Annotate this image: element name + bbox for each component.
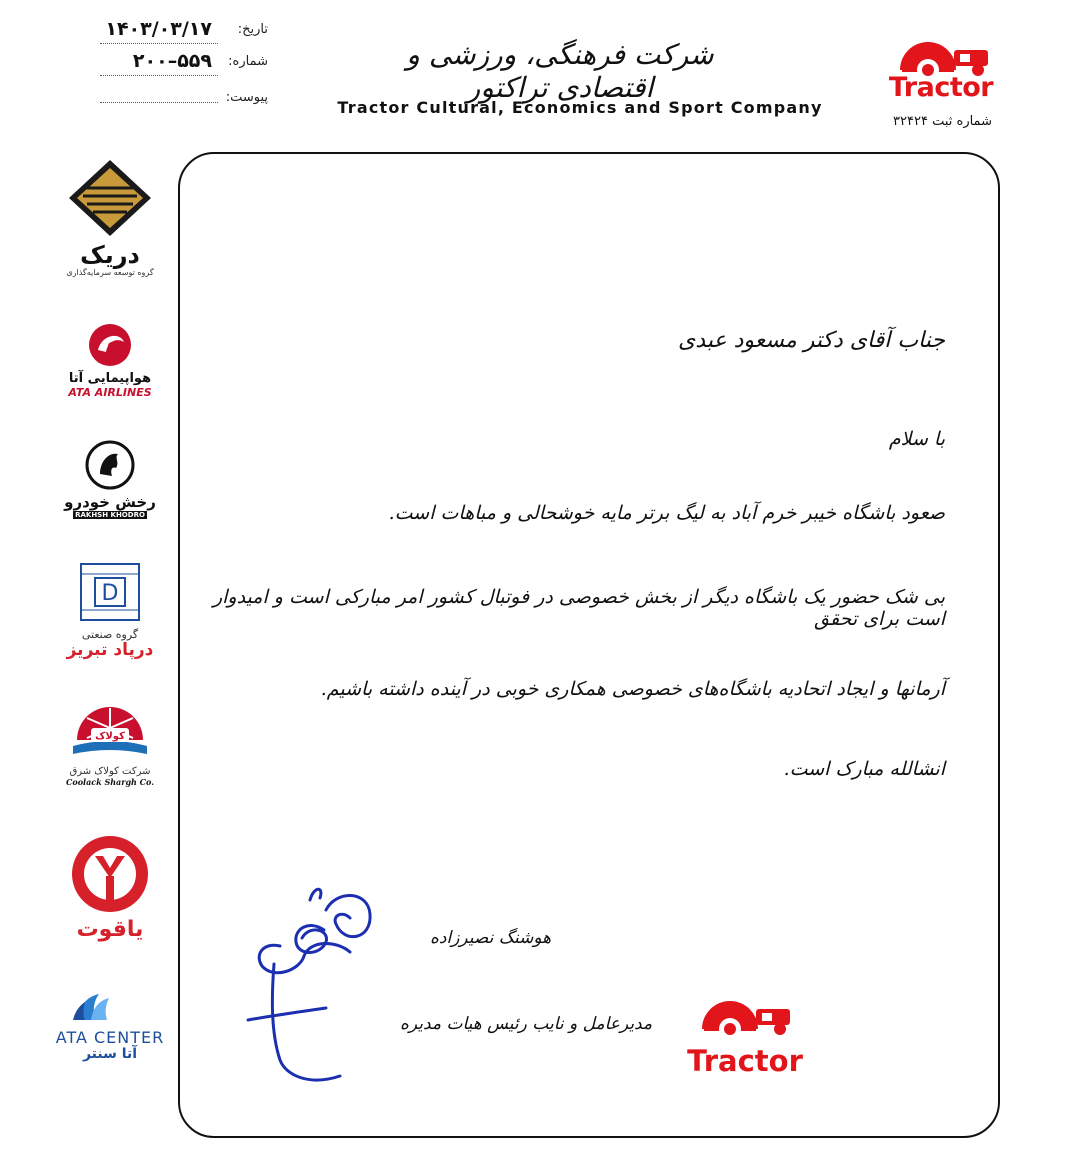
ata-airlines-name-en: ATA AIRLINES bbox=[68, 386, 152, 400]
darpad-mark: D bbox=[101, 581, 119, 606]
yaghoot-logo-icon bbox=[65, 834, 155, 914]
registration-number: شماره ثبت ۳۲۴۲۴ bbox=[893, 114, 992, 129]
letter-salutation: جناب آقای دکتر مسعود عبدی bbox=[678, 328, 945, 353]
darpad-sub: گروه صنعتی bbox=[81, 628, 139, 641]
ata-center-name-fa: آتا سنتر bbox=[82, 1046, 138, 1063]
attachment-label: پیوست: bbox=[225, 90, 268, 105]
letter-paragraph-1: صعود باشگاه خیبر خرم آباد به لیگ برتر مایه خوشحالی و مباهات است. bbox=[388, 502, 945, 524]
date-line bbox=[100, 43, 218, 44]
letter-paragraph-3: آرمانها و ایجاد اتحادیه باشگاه‌های خصوصی همکاری خوبی در آینده داشته باشیم. bbox=[320, 678, 945, 700]
sponsor-derik bbox=[55, 158, 165, 278]
letter-greeting: با سلام bbox=[888, 428, 945, 450]
date-row bbox=[88, 18, 288, 44]
number-row bbox=[88, 50, 288, 76]
coolack-logo-icon bbox=[67, 700, 153, 762]
sponsor-coolack bbox=[55, 700, 165, 788]
signer-title: مدیرعامل و نایب رئیس هیات مدیره bbox=[400, 1014, 653, 1034]
derik-logo-icon bbox=[65, 158, 155, 238]
sponsor-rakhsh-khodro bbox=[55, 440, 165, 519]
sponsor-darpad bbox=[55, 560, 165, 660]
rakhsh-name-en: RAKHSH KHODRO bbox=[73, 511, 147, 519]
number-line bbox=[100, 75, 218, 76]
letter-meta bbox=[88, 18, 288, 112]
ata-center-logo-icon bbox=[65, 990, 155, 1024]
ata-center-name-en: ATA CENTER bbox=[55, 1028, 165, 1047]
number-label: شماره: bbox=[228, 54, 268, 69]
tractor-logo-word: Tractor bbox=[888, 72, 994, 103]
date-value: ۱۴۰۳/۰۳/۱۷ bbox=[105, 18, 212, 40]
ata-airlines-name-fa: هواپیمایی آتا bbox=[68, 371, 152, 386]
number-value: ۵۵۹–۲۰۰ bbox=[132, 50, 212, 72]
coolack-mark: کولاک bbox=[95, 731, 125, 742]
derik-name: دریک bbox=[80, 241, 140, 269]
sponsor-yaghoot bbox=[55, 834, 165, 942]
letter-paragraph-2: بی شک حضور یک باشگاه دیگر از بخش خصوصی در فوتبال کشور امر مبارکی است و امیدوار است برای تحقق bbox=[212, 586, 945, 630]
company-name-en: Tractor Cultural, Economics and Sport Company bbox=[337, 98, 823, 117]
tractor-stamp-word: Tractor bbox=[687, 1044, 803, 1078]
yaghoot-name: یاقوت bbox=[76, 917, 144, 942]
signature-icon bbox=[240, 880, 400, 1100]
company-name-fa: شرکت فرهنگی، ورزشی و اقتصادی تراکتور bbox=[406, 38, 714, 104]
darpad-name: درپاد تبریز bbox=[66, 640, 154, 661]
sponsor-ata-center bbox=[55, 990, 165, 1063]
signer-name: هوشنگ نصیرزاده bbox=[430, 928, 552, 948]
derik-sub: گروه توسعه سرمایه‌گذاری bbox=[66, 268, 154, 278]
date-label: تاریخ: bbox=[237, 22, 268, 37]
darpad-logo-icon bbox=[75, 560, 145, 624]
ata-bird-icon bbox=[82, 322, 138, 368]
rakhsh-name-fa: رخش خودرو bbox=[64, 493, 156, 511]
letter-closing: انشالله مبارک است. bbox=[783, 758, 945, 780]
sponsor-ata-airlines bbox=[55, 322, 165, 399]
coolack-name-en: Coolack Shargh Co. bbox=[66, 777, 154, 787]
coolack-name-fa: شرکت کولاک شرق bbox=[69, 766, 151, 777]
horse-icon bbox=[82, 440, 138, 490]
attachment-line bbox=[100, 102, 218, 103]
attachment-row bbox=[88, 86, 288, 112]
